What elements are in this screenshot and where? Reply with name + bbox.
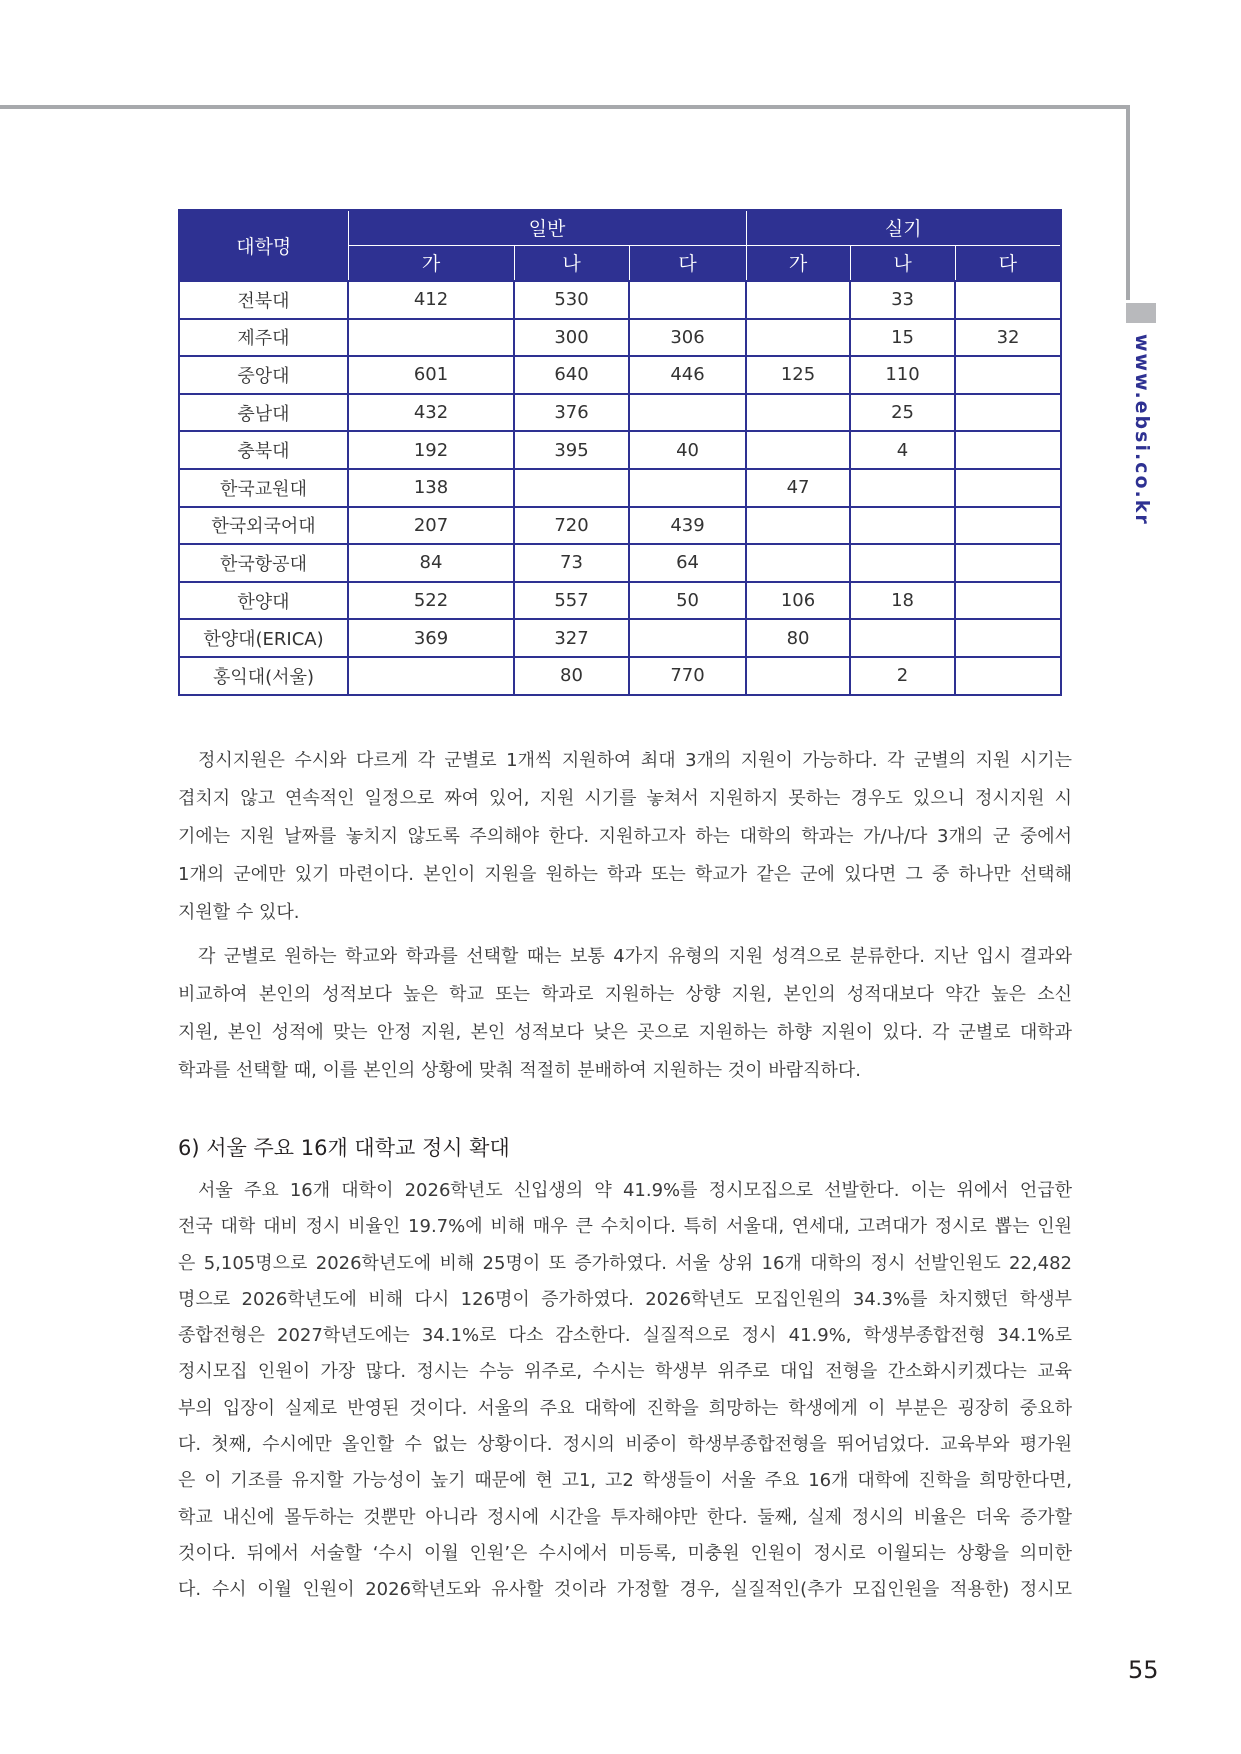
- paragraph-line: 다. 수시 이월 인원이 2026학년도와 유사할 것이라 가정할 경우, 실질적인(추가 모집인원을 적용한) 정시모: [178, 1579, 1072, 1601]
- table-row: [179, 431, 1061, 469]
- practical-na-cell: 25: [850, 394, 955, 432]
- side-url-text: www.ebsi.co.kr: [1131, 334, 1153, 526]
- table-row: [179, 281, 1061, 319]
- general-da-cell: 439: [629, 507, 746, 545]
- header-university: 대학명: [179, 210, 348, 281]
- paragraph-line: 은 5,105명으로 2026학년도에 비해 25명이 또 증가하였다. 서울 상위 16개 대학의 정시 선발인원도 22,482: [178, 1252, 1072, 1274]
- university-name: 한국항공대: [179, 544, 348, 582]
- practical-na-cell: 33: [850, 281, 955, 319]
- practical-da-cell: [955, 544, 1061, 582]
- general-na-cell: 300: [514, 319, 629, 357]
- general-na-cell: 640: [514, 356, 629, 394]
- side-rule-line: [1126, 105, 1130, 300]
- table-row: [179, 582, 1061, 620]
- table-row: [179, 469, 1061, 507]
- general-ga-cell: 138: [348, 469, 514, 507]
- section-heading: 6) 서울 주요 16개 대학교 정시 확대: [178, 1136, 510, 1160]
- practical-na-cell: [850, 469, 955, 507]
- university-name: 한양대: [179, 582, 348, 620]
- university-name: 충남대: [179, 394, 348, 432]
- university-name: 한국교원대: [179, 469, 348, 507]
- paragraph-line: 부의 입장이 실제로 반영된 것이다. 서울의 주요 대학에 진학을 희망하는 학생에게 이 부분은 굉장히 중요하: [178, 1397, 1072, 1419]
- general-na-cell: 376: [514, 394, 629, 432]
- practical-ga-cell: [746, 431, 850, 469]
- paragraph-regular-admission-expansion: [178, 1173, 1072, 1609]
- paragraph-line: 1개의 군에만 있기 마련이다. 본인이 지원을 원하는 학과 또는 학교가 같은 군에 있다면 그 중 하나만 선택해: [178, 864, 1072, 885]
- general-ga-cell: 369: [348, 619, 514, 657]
- practical-na-cell: 110: [850, 356, 955, 394]
- paragraph-line: 은 이 기조를 유지할 가능성이 높기 때문에 현 고1, 고2 학생들이 서울 주요 16개 대학에 진학을 희망한다면,: [178, 1470, 1072, 1492]
- table-row: [179, 356, 1061, 394]
- header-practical-na: 나: [850, 245, 955, 281]
- table-row: [179, 657, 1061, 695]
- practical-da-cell: [955, 657, 1061, 695]
- practical-ga-cell: [746, 544, 850, 582]
- header-practical-ga: 가: [746, 245, 850, 281]
- practical-ga-cell: [746, 507, 850, 545]
- practical-ga-cell: 125: [746, 356, 850, 394]
- university-name: 전북대: [179, 281, 348, 319]
- table-row: [179, 319, 1061, 357]
- page-number: 55: [1128, 1656, 1159, 1684]
- paragraph-line: 정시지원은 수시와 다르게 각 군별로 1개씩 지원하여 최대 3개의 지원이 가능하다. 각 군별의 지원 시기는: [198, 750, 1072, 771]
- general-da-cell: 40: [629, 431, 746, 469]
- practical-na-cell: 15: [850, 319, 955, 357]
- practical-da-cell: [955, 281, 1061, 319]
- paragraph-line: 지원, 본인 성적에 맞는 안정 지원, 본인 성적보다 낮은 곳으로 지원하는 하향 지원이 있다. 각 군별로 대학과: [178, 1022, 1072, 1043]
- university-name: 한양대(ERICA): [179, 619, 348, 657]
- paragraph-application-types: [178, 938, 1072, 1090]
- general-ga-cell: 207: [348, 507, 514, 545]
- practical-da-cell: [955, 507, 1061, 545]
- paragraph-application-groups: [178, 742, 1072, 932]
- practical-da-cell: [955, 356, 1061, 394]
- table-row: [179, 544, 1061, 582]
- practical-da-cell: [955, 582, 1061, 620]
- practical-ga-cell: 47: [746, 469, 850, 507]
- paragraph-line: 학과를 선택할 때, 이를 본인의 상황에 맞춰 적절히 분배하여 지원하는 것이 바람직하다.: [178, 1060, 861, 1081]
- practical-da-cell: 32: [955, 319, 1061, 357]
- paragraph-line: 기에는 지원 날짜를 놓치지 않도록 주의해야 한다. 지원하고자 하는 대학의 학과는 가/나/다 3개의 군 중에서: [178, 826, 1072, 847]
- header-practical-da: 다: [955, 245, 1061, 281]
- paragraph-line: 학교 내신에 몰두하는 것뿐만 아니라 정시에 시간을 투자해야만 한다. 둘째, 실제 정시의 비율은 더욱 증가할: [178, 1506, 1072, 1528]
- general-ga-cell: [348, 319, 514, 357]
- practical-da-cell: [955, 469, 1061, 507]
- paragraph-line: 것이다. 뒤에서 서술할 ‘수시 이월 인원’은 수시에서 미등록, 미충원 인원이 정시로 이월되는 상황을 의미한: [178, 1542, 1072, 1564]
- practical-na-cell: [850, 619, 955, 657]
- side-tab-marker: [1126, 303, 1156, 323]
- general-da-cell: [629, 281, 746, 319]
- practical-ga-cell: [746, 319, 850, 357]
- general-da-cell: 446: [629, 356, 746, 394]
- general-na-cell: 80: [514, 657, 629, 695]
- header-general-na: 나: [514, 245, 629, 281]
- general-ga-cell: 412: [348, 281, 514, 319]
- general-da-cell: 50: [629, 582, 746, 620]
- header-general-ga: 가: [348, 245, 514, 281]
- header-group-practical: 실기: [746, 210, 1061, 245]
- practical-ga-cell: [746, 394, 850, 432]
- general-ga-cell: 192: [348, 431, 514, 469]
- table-row: [179, 507, 1061, 545]
- general-ga-cell: 522: [348, 582, 514, 620]
- university-name: 충북대: [179, 431, 348, 469]
- practical-ga-cell: 80: [746, 619, 850, 657]
- top-rule-line: [0, 105, 1130, 109]
- paragraph-line: 각 군별로 원하는 학교와 학과를 선택할 때는 보통 4가지 유형의 지원 성격으로 분류한다. 지난 입시 결과와: [198, 946, 1072, 967]
- practical-da-cell: [955, 431, 1061, 469]
- general-ga-cell: 601: [348, 356, 514, 394]
- practical-da-cell: [955, 394, 1061, 432]
- paragraph-line: 정시모집 인원이 가장 많다. 정시는 수능 위주로, 수시는 학생부 위주로 대입 전형을 간소화시키겠다는 교육: [178, 1361, 1072, 1383]
- practical-ga-cell: 106: [746, 582, 850, 620]
- practical-na-cell: 2: [850, 657, 955, 695]
- paragraph-line: 비교하여 본인의 성적보다 높은 학교 또는 학과로 지원하는 상향 지원, 본인의 성적대보다 약간 높은 소신: [178, 984, 1072, 1005]
- table-row: [179, 619, 1061, 657]
- practical-ga-cell: [746, 281, 850, 319]
- practical-na-cell: [850, 507, 955, 545]
- paragraph-line: 명으로 2026학년도에 비해 다시 126명이 증가하였다. 2026학년도 모집인원의 34.3%를 차지했던 학생부: [178, 1288, 1072, 1310]
- admission-table: [178, 209, 1062, 696]
- general-ga-cell: 432: [348, 394, 514, 432]
- general-da-cell: [629, 469, 746, 507]
- university-name: 제주대: [179, 319, 348, 357]
- practical-na-cell: 4: [850, 431, 955, 469]
- header-group-general: 일반: [348, 210, 746, 245]
- general-na-cell: 395: [514, 431, 629, 469]
- paragraph-line: 지원할 수 있다.: [178, 902, 300, 923]
- paragraph-line: 겹치지 않고 연속적인 일정으로 짜여 있어, 지원 시기를 놓쳐서 지원하지 못하는 경우도 있으니 정시지원 시: [178, 788, 1072, 809]
- general-ga-cell: [348, 657, 514, 695]
- general-na-cell: [514, 469, 629, 507]
- general-da-cell: 64: [629, 544, 746, 582]
- practical-da-cell: [955, 619, 1061, 657]
- general-da-cell: [629, 394, 746, 432]
- general-da-cell: [629, 619, 746, 657]
- university-name: 홍익대(서울): [179, 657, 348, 695]
- header-general-da: 다: [629, 245, 746, 281]
- paragraph-line: 다. 첫째, 수시에만 올인할 수 없는 상황이다. 정시의 비중이 학생부종합전형을 뛰어넘었다. 교육부와 평가원: [178, 1434, 1072, 1456]
- university-name: 중앙대: [179, 356, 348, 394]
- general-da-cell: 770: [629, 657, 746, 695]
- paragraph-line: 종합전형은 2027학년도에는 34.1%로 다소 감소한다. 실질적으로 정시 41.9%, 학생부종합전형 34.1%로: [178, 1325, 1072, 1347]
- practical-na-cell: 18: [850, 582, 955, 620]
- university-name: 한국외국어대: [179, 507, 348, 545]
- general-na-cell: 530: [514, 281, 629, 319]
- general-da-cell: 306: [629, 319, 746, 357]
- practical-na-cell: [850, 544, 955, 582]
- general-na-cell: 557: [514, 582, 629, 620]
- practical-ga-cell: [746, 657, 850, 695]
- table-row: [179, 394, 1061, 432]
- general-na-cell: 73: [514, 544, 629, 582]
- general-na-cell: 327: [514, 619, 629, 657]
- table-header-row: [179, 210, 1061, 245]
- paragraph-line: 전국 대학 대비 정시 비율인 19.7%에 비해 매우 큰 수치이다. 특히 서울대, 연세대, 고려대가 정시로 뽑는 인원: [178, 1216, 1072, 1238]
- general-na-cell: 720: [514, 507, 629, 545]
- general-ga-cell: 84: [348, 544, 514, 582]
- paragraph-line: 서울 주요 16개 대학이 2026학년도 신입생의 약 41.9%를 정시모집으로 선발한다. 이는 위에서 언급한: [198, 1180, 1072, 1201]
